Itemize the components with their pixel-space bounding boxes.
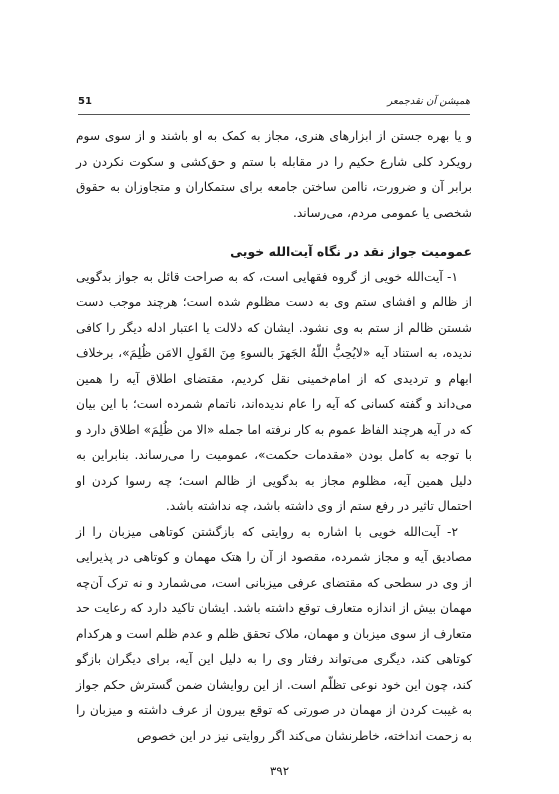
paragraph-3: ۲- آیت‌الله خویی با اشاره به روایتی که بازگشتن کوتاهی میزبان را از مصادیق آیه و مجاز شمرده، مقصود از آن را هتک مهمان و کوتاهی در پذیرایی از وی در سطحی که مقتضای عرفی میزبانی است، می‌شمارد و نه ترک آن‌چه مهمان بیش از اندازه متعارف توقع داشته باشد. ایشان تاکید دارد که رعایت حد متعارف از سوی میزبان و مهمان، ملاک تحقق ظلم و عدم ظلم است و هرکدام کوتاهی کند، دیگری می‌تواند رفتار وی را به دلیل این آیه، برای دیگران بازگو کند، چون این خود نوعی تظلّم است. از این روایشان ضمن گسترش حکم جواز به غیبت کردن از مهمان در صورتی که توقع بیرون از عرف داشته و میزبان را به زحمت انداخته، خاطرنشان می‌کند اگر روایتی نیز در این خصوص xyxy=(76,524,472,743)
section-heading: عمومیت جواز نقد در نگاه آیت‌الله خویی xyxy=(230,244,472,259)
running-title: همیشن آن نقدجمعر xyxy=(387,96,470,107)
paragraph-2: ۱- آیت‌الله خویی از گروه فقهایی است، که به صراحت قائل به جواز بدگویی از ظالم و افشای ستم وی به دست مظلوم شده است؛ هرچند موجب دست شستن ظالم از ستم به وی نشود. ایشان که دلالت یا اعتبار ادله دیگر را کافی ندیده، به استناد آیه «لایُحِبُّ اللّهُ الجَهرَ بالسوءِ مِنَ القَولِ الامَن ظُلِمَ»، برخلاف ابهام و تردیدی که از امام‌خمینی نقل کردیم، مقتضای اطلاق آیه را همین می‌داند و گفته کسانی که آیه را عام ندیده‌اند، ناتمام شمرده است؛ با این بیان که در آیه هرچند الفاظ عموم به کار نرفته اما جمله «الا من ظُلِمَ» اطلاق دارد و با توجه به کامل بودن «مقدمات حکمت»، عمومیت را می‌رساند. بنابراین به دلیل همین آیه، مظلوم مجاز به بدگویی از ظالم است؛ چه رسوا کردن او احتمال تاثیر در رفع ستم از وی داشته باشد، چه نداشته باشد. xyxy=(76,269,472,513)
header-page-number: 51 xyxy=(78,96,92,107)
header-divider xyxy=(78,114,470,115)
body-text xyxy=(76,124,472,749)
page-folio: ۳۹۲ xyxy=(269,764,290,778)
paragraph-1: و یا بهره جستن از ابزارهای هنری، مجاز به کمک به او باشند و از سوی سوم رویکرد کلی شارع حکیم را در مقابله با ستم و حق‌کشی و سکوت نکردن در برابر آن و ضرورت، ناامن ساختن جامعه برای ستمکاران و متجاوزان به حقوق شخصی یا عمومی مردم، می‌رساند. xyxy=(76,129,472,220)
running-header xyxy=(78,96,470,110)
